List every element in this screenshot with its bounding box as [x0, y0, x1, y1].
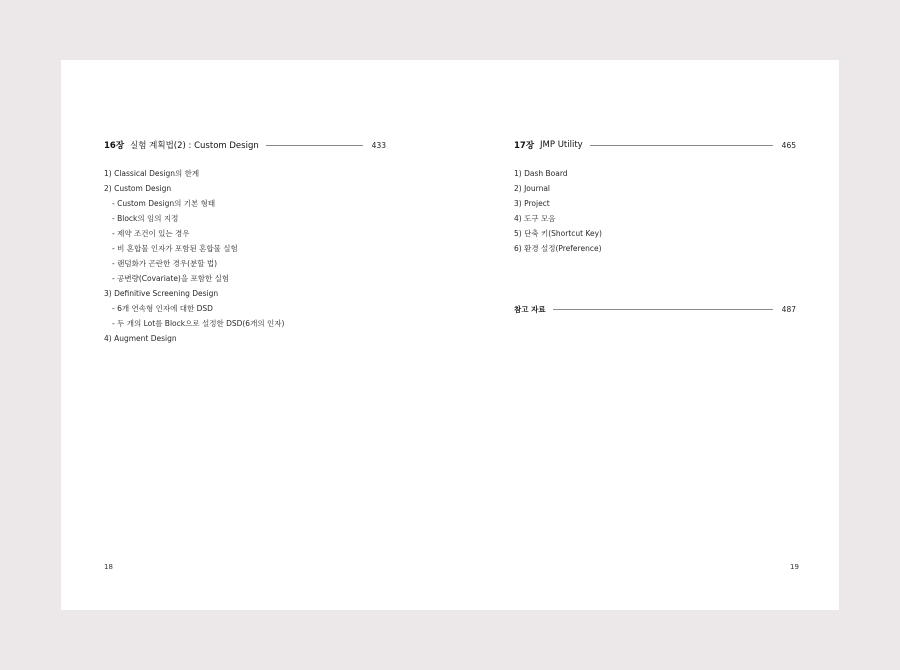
page-number-right: 19: [790, 563, 799, 571]
chapter-title: JMP Utility: [540, 140, 583, 150]
toc-item: 2) Custom Design: [104, 184, 172, 193]
toc-item: - Block의 임의 지정: [112, 214, 179, 223]
toc-item: 1) Classical Design의 한계: [104, 169, 200, 178]
toc-item: 3) Definitive Screening Design: [104, 289, 219, 298]
toc-item: 3) Project: [514, 199, 550, 208]
chapter-16-heading: [104, 137, 386, 153]
toc-item: - 두 개의 Lot를 Block으로 설정한 DSD(6개의 인자): [112, 319, 285, 328]
toc-item: - 6개 연속형 인자에 대한 DSD: [112, 304, 213, 313]
toc-item: 2) Journal: [514, 184, 551, 193]
toc-item: - 비 혼합물 인자가 포함된 혼합물 실험: [112, 244, 238, 253]
toc-item: 5) 단축 키(Shortcut Key): [514, 229, 602, 238]
toc-item: - 공변량(Covariate)을 포함한 실험: [112, 274, 230, 283]
toc-item: 1) Dash Board: [514, 169, 568, 178]
chapter-17-heading: [514, 137, 796, 153]
toc-item: - 랜덤화가 곤란한 경우(분할 법): [112, 259, 218, 268]
leader-rule: [266, 145, 363, 146]
references-title: 참고 자료: [514, 304, 546, 314]
toc-item: - 제약 조건이 있는 경우: [112, 229, 190, 238]
toc-item: 4) 도구 모음: [514, 214, 556, 223]
leader-rule: [553, 309, 773, 310]
chapter-title: 실험 계획법(2) : Custom Design: [130, 141, 259, 151]
references-heading: [514, 301, 796, 317]
toc-item: 4) Augment Design: [104, 334, 177, 343]
chapter-16-contents: [104, 166, 284, 346]
chapter-page-number: 465: [781, 140, 796, 150]
chapter-number: 16장: [104, 141, 125, 151]
chapter-17-contents: [514, 166, 602, 256]
chapter-page-number: 433: [371, 140, 386, 150]
chapter-number: 17장: [514, 141, 535, 151]
toc-item: 6) 환경 설정(Preference): [514, 244, 602, 253]
leader-rule: [590, 145, 773, 146]
references-page-number: 487: [781, 304, 796, 314]
page-number-left: 18: [104, 563, 113, 571]
toc-item: - Custom Design의 기본 형태: [112, 199, 216, 208]
book-spread: [61, 60, 839, 610]
